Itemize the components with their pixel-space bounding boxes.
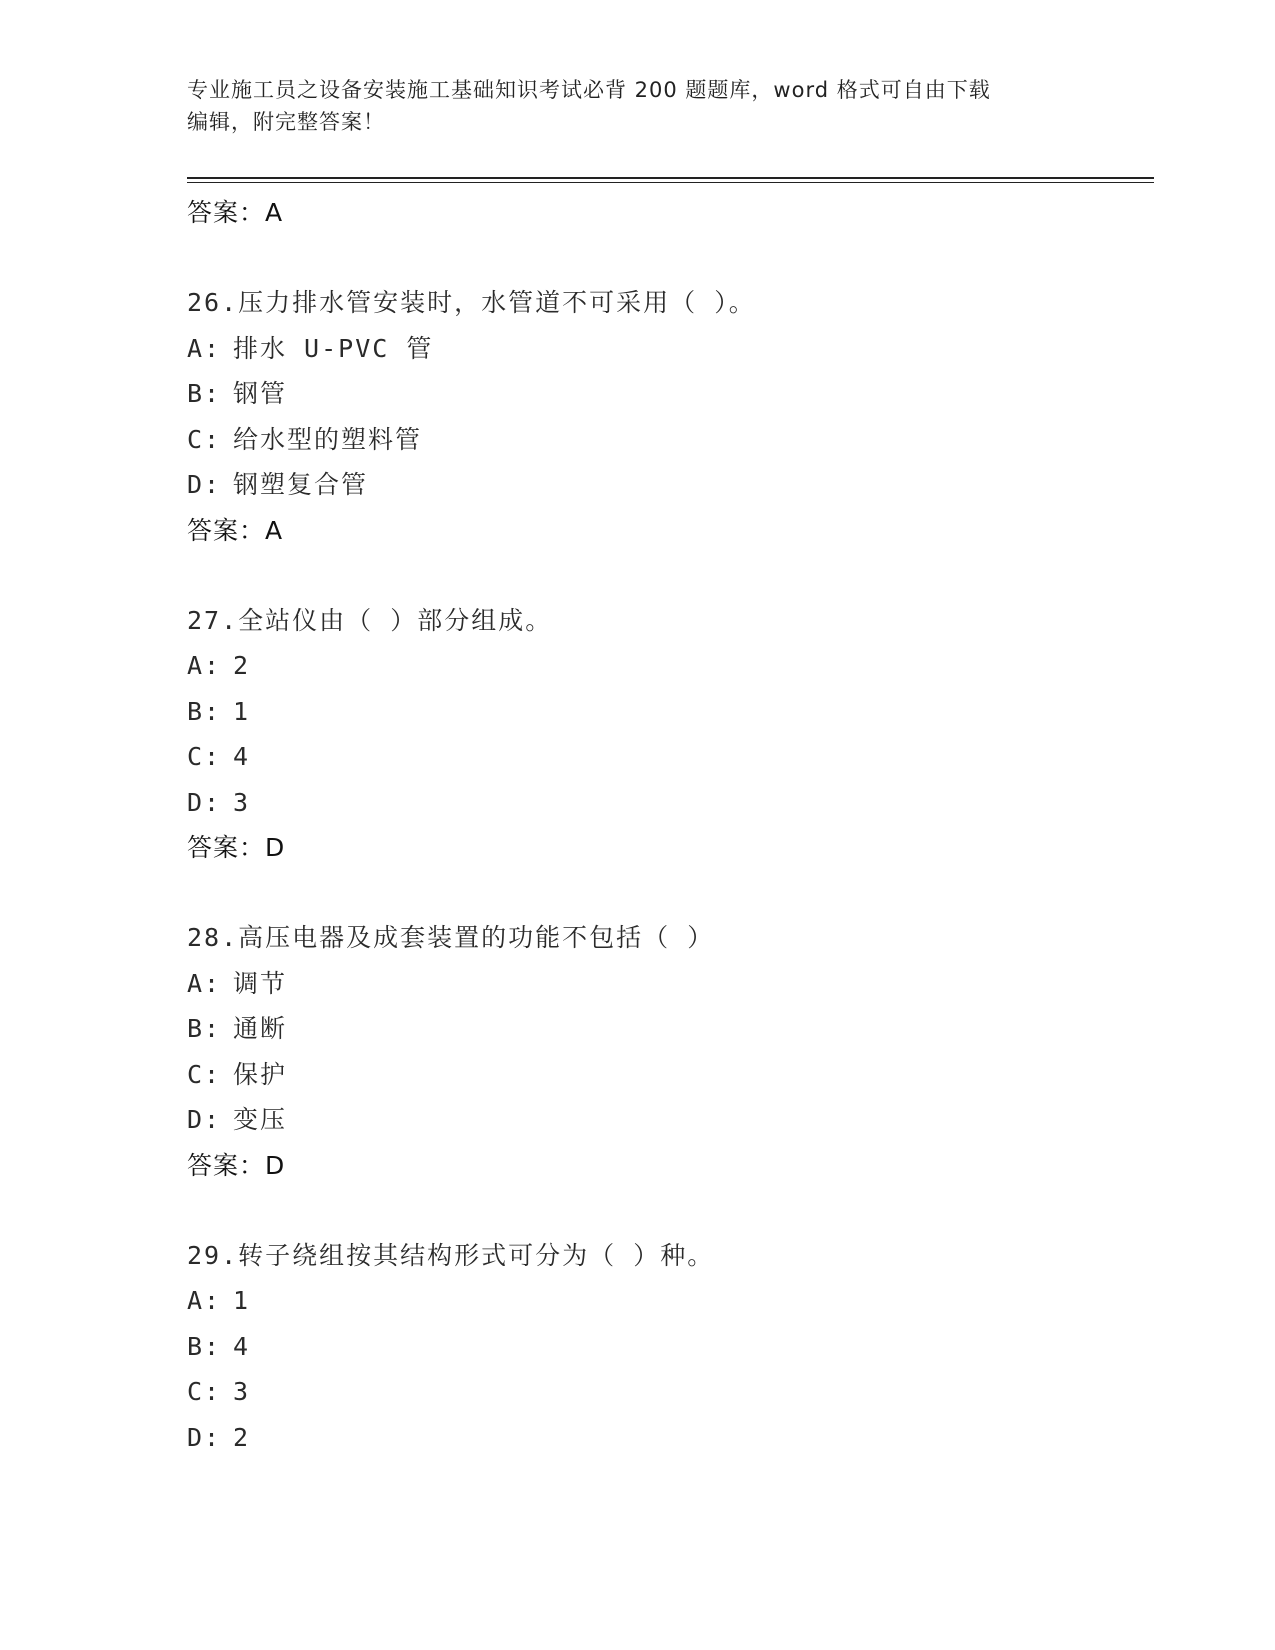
option-c xyxy=(187,1052,1147,1098)
option-text: 通断 xyxy=(233,1014,288,1043)
option-label: A: xyxy=(187,968,222,998)
question-item xyxy=(187,1233,1147,1461)
option-label: C: xyxy=(187,1059,222,1089)
option-text: 1 xyxy=(233,696,251,726)
option-label: A: xyxy=(187,333,222,363)
option-label: D: xyxy=(187,1422,222,1452)
option-a xyxy=(187,326,1147,372)
option-label: A: xyxy=(187,651,222,680)
option-c xyxy=(187,1369,1147,1415)
question-stem: 27.全站仪由（ ）部分组成。 xyxy=(187,605,553,635)
header-divider-thin xyxy=(187,182,1154,183)
option-label: D: xyxy=(187,1105,222,1134)
option-label: B: xyxy=(187,379,222,408)
option-text: 3 xyxy=(233,1377,251,1406)
question-stem: 28.高压电器及成套装置的功能不包括（ ） xyxy=(187,923,715,952)
option-text: 钢塑复合管 xyxy=(233,470,369,499)
option-label: C: xyxy=(187,1377,222,1406)
option-label: B: xyxy=(187,1331,222,1361)
document-header xyxy=(187,74,1087,138)
header-divider-thick xyxy=(187,177,1154,179)
option-text: 变压 xyxy=(233,1105,288,1134)
option-label: C: xyxy=(187,424,222,454)
header-line-1: 专业施工员之设备安装施工基础知识考试必背 200 题题库，word 格式可自由下载 xyxy=(187,78,991,102)
option-text: 保护 xyxy=(233,1059,288,1089)
option-text: 4 xyxy=(233,742,251,771)
option-b xyxy=(187,371,1147,417)
option-a xyxy=(187,643,1147,689)
option-d xyxy=(187,1415,1147,1461)
option-d xyxy=(187,462,1147,508)
option-text: 调节 xyxy=(233,968,288,998)
option-c xyxy=(187,734,1147,780)
option-text: 排水 U-PVC 管 xyxy=(233,333,434,363)
option-text: 3 xyxy=(233,787,251,817)
option-d xyxy=(187,1097,1147,1143)
header-line-2: 编辑，附完整答案！ xyxy=(187,110,385,134)
question-item xyxy=(187,598,1147,872)
question-stem: 26.压力排水管安装时，水管道不可采用（ ）。 xyxy=(187,288,756,317)
option-a xyxy=(187,961,1147,1007)
option-b xyxy=(187,1324,1147,1370)
option-label: A: xyxy=(187,1286,222,1315)
answer-line: 答案：D xyxy=(187,1150,286,1180)
option-text: 2 xyxy=(233,651,251,680)
option-d xyxy=(187,780,1147,826)
answer-line: 答案：A xyxy=(187,198,284,227)
option-b xyxy=(187,1006,1147,1052)
option-text: 2 xyxy=(233,1422,251,1452)
answer-line: 答案：D xyxy=(187,833,286,862)
answer-line: 答案：A xyxy=(187,515,284,545)
option-label: D: xyxy=(187,787,222,817)
option-label: B: xyxy=(187,696,222,726)
option-label: B: xyxy=(187,1014,222,1043)
option-label: D: xyxy=(187,470,222,499)
option-a xyxy=(187,1278,1147,1324)
option-text: 给水型的塑料管 xyxy=(233,424,423,454)
option-b xyxy=(187,689,1147,735)
question-item xyxy=(187,280,1147,554)
option-text: 4 xyxy=(233,1331,251,1361)
question-item xyxy=(187,915,1147,1189)
question-list xyxy=(187,190,1147,1460)
option-c xyxy=(187,417,1147,463)
question-stem: 29.转子绕组按其结构形式可分为（ ）种。 xyxy=(187,1240,715,1270)
option-text: 1 xyxy=(233,1286,251,1315)
option-label: C: xyxy=(187,742,222,771)
option-text: 钢管 xyxy=(233,379,288,408)
